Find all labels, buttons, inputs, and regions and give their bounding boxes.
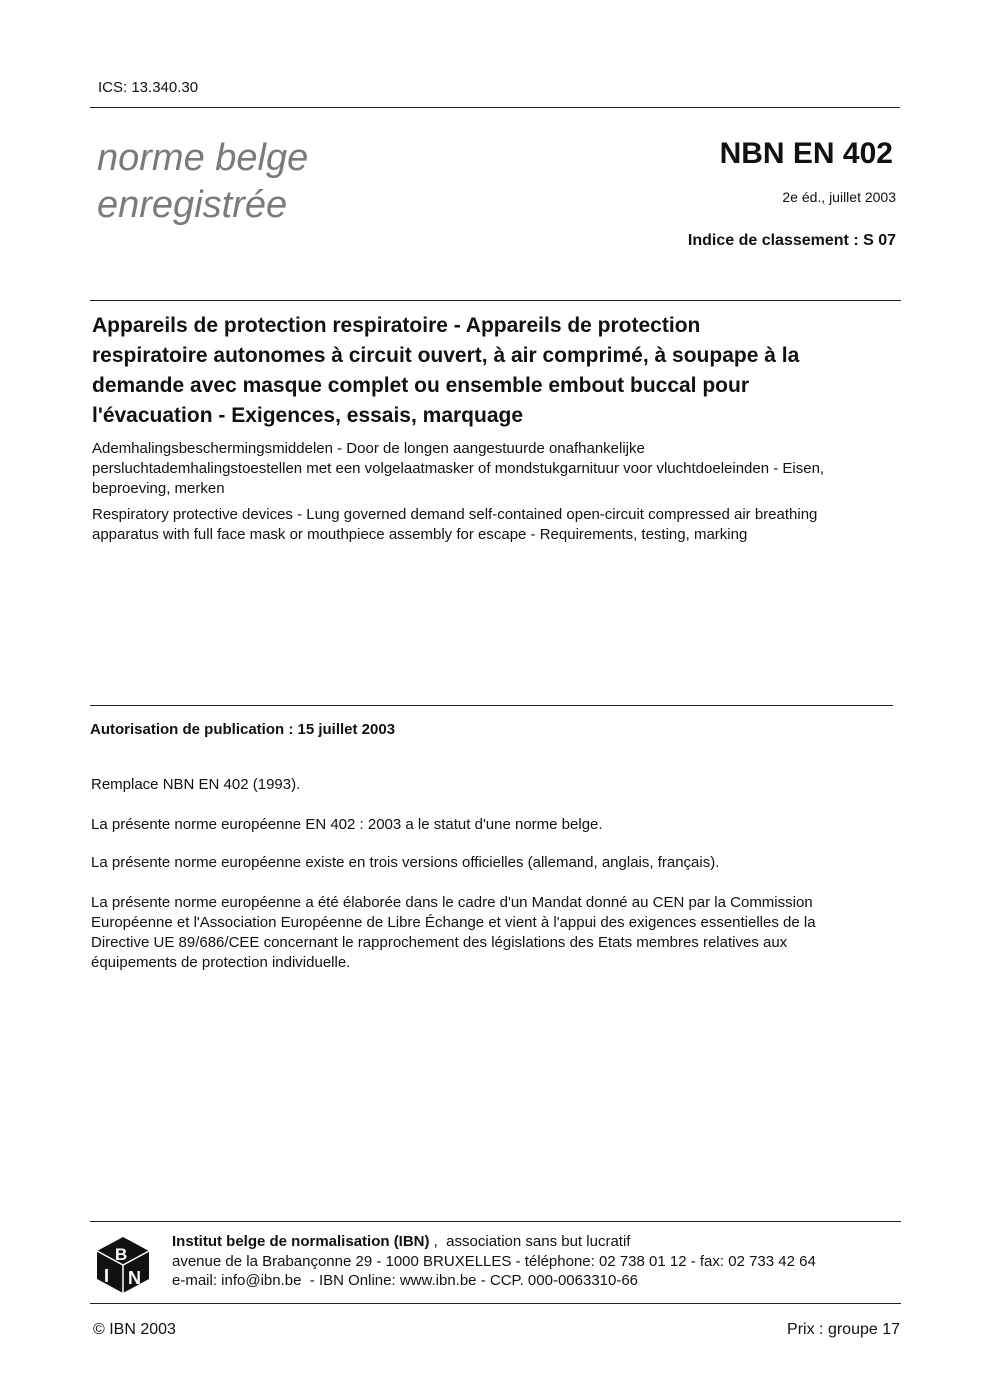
footer-rule-top xyxy=(90,1221,901,1222)
logo-letter-b: B xyxy=(115,1245,128,1264)
english-title-line: apparatus with full face mask or mouthpiece assembly for escape - Requirements, testing, marking xyxy=(92,526,748,543)
versions-note: La présente norme européenne existe en trois versions officielles (allemand, anglais, français). xyxy=(91,854,720,871)
mandate-line: équipements de protection individuelle. xyxy=(91,954,351,971)
ibn-logo xyxy=(96,1236,150,1294)
category-line-2: enregistrée xyxy=(97,184,288,226)
classification-index: Indice de classement : S 07 xyxy=(687,232,896,249)
institute-description: , association sans but lucratif xyxy=(429,1233,631,1250)
publication-rule xyxy=(90,705,893,706)
french-title xyxy=(92,311,799,431)
english-title-line: Respiratory protective devices - Lung governed demand self-contained open-circuit compressed air breathing xyxy=(92,506,818,523)
institute-name: Institut belge de normalisation (IBN) xyxy=(172,1233,430,1250)
institute-contact: e-mail: info@ibn.be - IBN Online: www.ibn.be - CCP. 000-0063310-66 xyxy=(172,1272,639,1289)
dutch-title-line: beproeving, merken xyxy=(92,480,225,497)
title-rule xyxy=(90,300,901,301)
publication-authorisation: Autorisation de publication : 15 juillet 2003 xyxy=(90,721,396,738)
mandate-paragraph xyxy=(91,893,816,973)
logo-letter-n: N xyxy=(128,1268,141,1288)
header-rule xyxy=(90,107,900,108)
french-title-line: Appareils de protection respiratoire - Appareils de protection xyxy=(92,314,701,337)
logo-letter-i: I xyxy=(104,1266,110,1286)
edition-date: 2e éd., juillet 2003 xyxy=(782,189,896,205)
standard-number: NBN EN 402 xyxy=(719,137,893,170)
institute-address: avenue de la Brabançonne 29 - 1000 BRUXELLES - téléphone: 02 738 01 12 - fax: 02 733 42 64 xyxy=(172,1252,816,1270)
french-title-line: l'évacuation - Exigences, essais, marquage xyxy=(92,404,524,427)
institute-info xyxy=(172,1232,816,1291)
institute-name-line xyxy=(172,1232,816,1252)
price-group: Prix : groupe 17 xyxy=(787,1321,900,1338)
mandate-line: La présente norme européenne a été élaborée dans le cadre d'un Mandat donné au CEN par la Commission xyxy=(91,894,813,911)
copyright: © IBN 2003 xyxy=(93,1321,176,1338)
french-title-line: respiratoire autonomes à circuit ouvert, à air comprimé, à soupape à la xyxy=(92,344,800,367)
replaces-note: Remplace NBN EN 402 (1993). xyxy=(91,776,301,793)
dutch-title-line: Ademhalingsbeschermingsmiddelen - Door de longen aangestuurde onafhankelijke xyxy=(92,440,645,457)
dutch-title-line: persluchtademhalingstoestellen met een volgelaatmasker of mondstukgarnituur voor vluchtdoeleinden - Eisen, xyxy=(92,460,825,477)
english-title xyxy=(92,505,817,545)
category-line-1: norme belge xyxy=(97,137,309,179)
dutch-title xyxy=(92,439,824,499)
mandate-line: Européenne et l'Association Européenne de Libre Échange et vient à l'appui des exigences essentielles de la xyxy=(91,914,816,931)
footer-rule-bottom xyxy=(90,1303,901,1304)
ics-code: ICS: 13.340.30 xyxy=(98,79,199,96)
status-note: La présente norme européenne EN 402 : 2003 a le statut d'une norme belge. xyxy=(91,816,603,833)
french-title-line: demande avec masque complet ou ensemble embout buccal pour xyxy=(92,374,750,397)
mandate-line: Directive UE 89/686/CEE concernant le rapprochement des législations des Etats membres relatives aux xyxy=(91,934,788,951)
